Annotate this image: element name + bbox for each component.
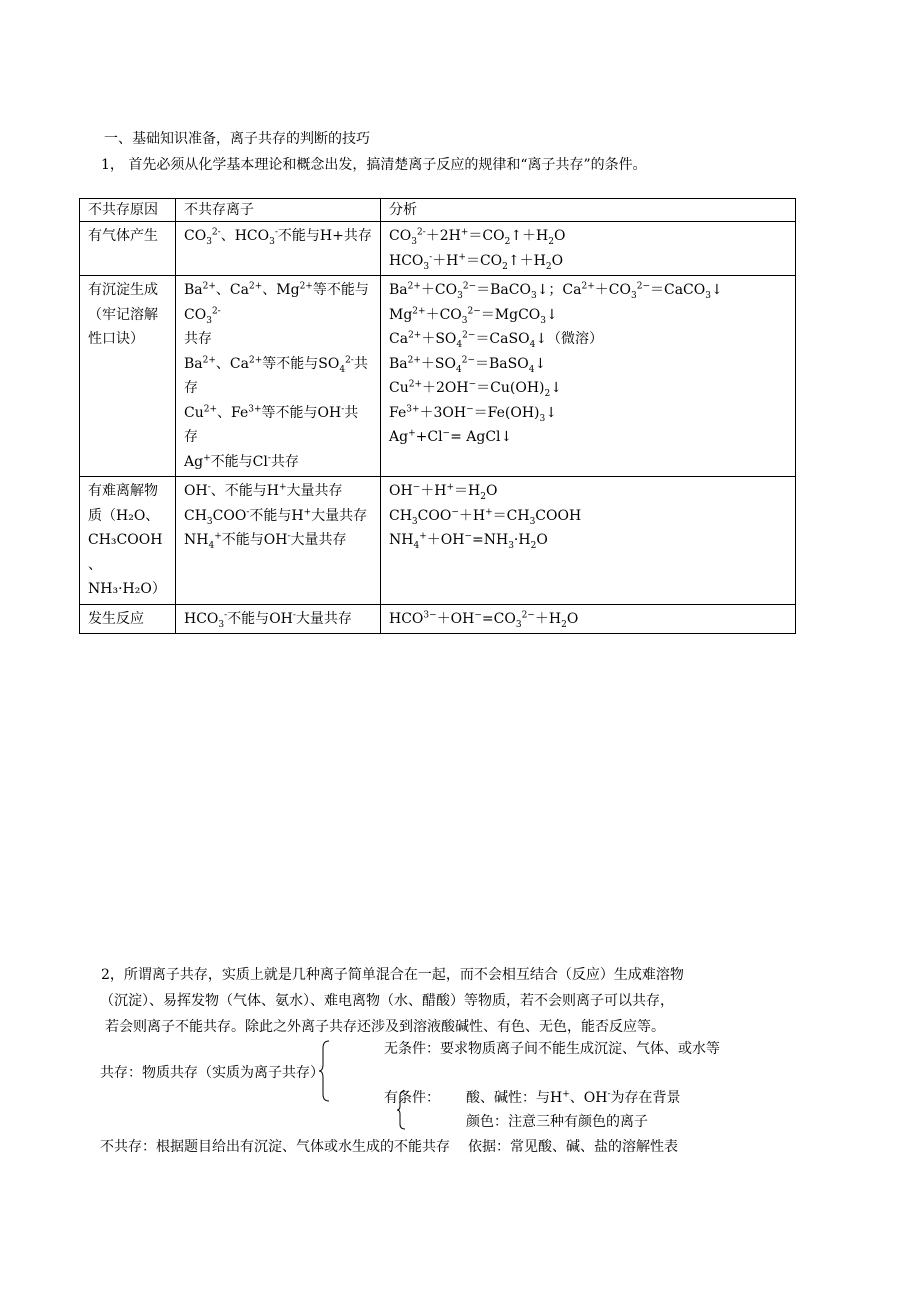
reason-weak-electrolyte: 有难离解物 质（H₂O、 CH₃COOH 、 NH₃·H₂O） <box>80 477 176 605</box>
ions-precipitate: $Ba^{2+}$、$Ca^{2+}$、$Mg^{2+}$等不能与$CO_3^{2-}$ 共存 $Ba^{2+}$、$Ca^{2+}$等不能与$SO_4^{2-}$共存 $Cu^{2+}$、$Fe^{3+}$等不能与OH-共存 Ag+不能与Cl-共存 <box>176 276 381 477</box>
coexist-text: 共存：物质共存（实质为离子共存） <box>100 1065 324 1081</box>
table-row <box>80 276 796 477</box>
table-row <box>80 604 796 634</box>
ions-weak-electrolyte: OH-、不能与H+大量共存 $CH_3COO^-$不能与H+大量共存 $NH_4^+$不能与OH-大量共存 <box>176 477 381 605</box>
table-row <box>80 477 796 605</box>
reason-reaction: 发生反应 <box>80 604 176 634</box>
reason-gas: 有气体产生 <box>80 222 176 276</box>
point-1-text: 1， 首先必须从化学基本理论和概念出发，搞清楚离子反应的规律和“离子共存”的条件。 <box>101 157 647 173</box>
section-title: 一、基础知识准备，离子共存的判断的技巧 <box>104 131 370 147</box>
reason-precipitate-line: （牢记溶解 <box>88 306 158 323</box>
analysis-weak-electrolyte: $OH^-+H^+=H_2O$ $CH_3COO^-+H^+=CH_3COOH$ $NH_4^++OH^-=NH_3\cdot H_2O$ <box>381 477 796 605</box>
unconditional-text: 无条件：要求物质离子间不能生成沉淀、气体、或水等 <box>384 1041 720 1057</box>
analysis-precipitate: $Ba^{2+}+CO_3^{2-}=BaCO_3↓$；$Ca^{2+}+CO_3^{2-}=CaCO_3↓$ $Mg^{2+}+CO_3^{2-}=MgCO_3↓$ $Ca^{2+}+SO_4^{2-}=CaSO_4↓$（微溶） $Ba^{2+}+SO_4^{2-}=BaSO_4↓$ $Cu^{2+}+2OH^-=Cu(OH)_2↓$ $Fe^{3+}+3OH^-=Fe(OH)_3↓$ Ag++Cl−= AgCl↓ <box>381 276 796 477</box>
table-row <box>80 222 796 276</box>
ions-gas-tail: 不能与H+共存 <box>277 228 372 244</box>
ion-coexistence-table <box>79 198 796 634</box>
analysis-gas: $CO_3^{2-}+2H^+=CO_2↑+H_2O$ $HCO_3^-+H^+=CO_2↑+H_2O$ <box>381 222 796 276</box>
header-reason: 不共存原因 <box>80 199 176 222</box>
reason-precipitate-line: 有沉淀生成 <box>88 282 158 298</box>
basis-text: 依据：常见酸、碱、盐的溶解性表 <box>468 1139 678 1155</box>
table-header-row <box>80 199 796 222</box>
reason-precipitate <box>80 276 176 477</box>
point-2-line-1: 2，所谓离子共存，实质上就是几种离子简单混合在一起，而不会相互结合（反应）生成难溶物 <box>101 967 684 983</box>
conditional-label: 有条件： <box>384 1090 440 1106</box>
analysis-reaction: $HCO^{3-}+OH^-=CO_3^{2-}+H_2O$ <box>381 604 796 634</box>
reason-precipitate-line: 性口诀） <box>88 331 144 347</box>
header-analysis: 分析 <box>381 199 796 222</box>
color-text: 颜色：注意三种有颜色的离子 <box>466 1114 648 1130</box>
point-2-line-2: （沉淀）、易挥发物（气体、氨水）、难电离物（水、醋酸）等物质，若不会则离子可以共存， <box>100 993 674 1009</box>
acid-base-text: 酸、碱性：与H+、OH-为存在背景 <box>466 1089 681 1106</box>
ions-gas: $CO_3^{2-}$、$HCO_3^-$不能与H+共存 <box>176 222 381 276</box>
point-2-line-3: 若会则离子不能共存。除此之外离子共存还涉及到溶液酸碱性、有色、无色，能否反应等。 <box>105 1019 665 1035</box>
ions-reaction: $HCO_3^-$不能与OH-大量共存 <box>176 604 381 634</box>
not-coexist-text: 不共存：根据题目给出有沉淀、气体或水生成的不能共存 依据：常见酸、碱、盐的溶解性表 <box>100 1139 678 1155</box>
header-ions: 不共存离子 <box>176 199 381 222</box>
